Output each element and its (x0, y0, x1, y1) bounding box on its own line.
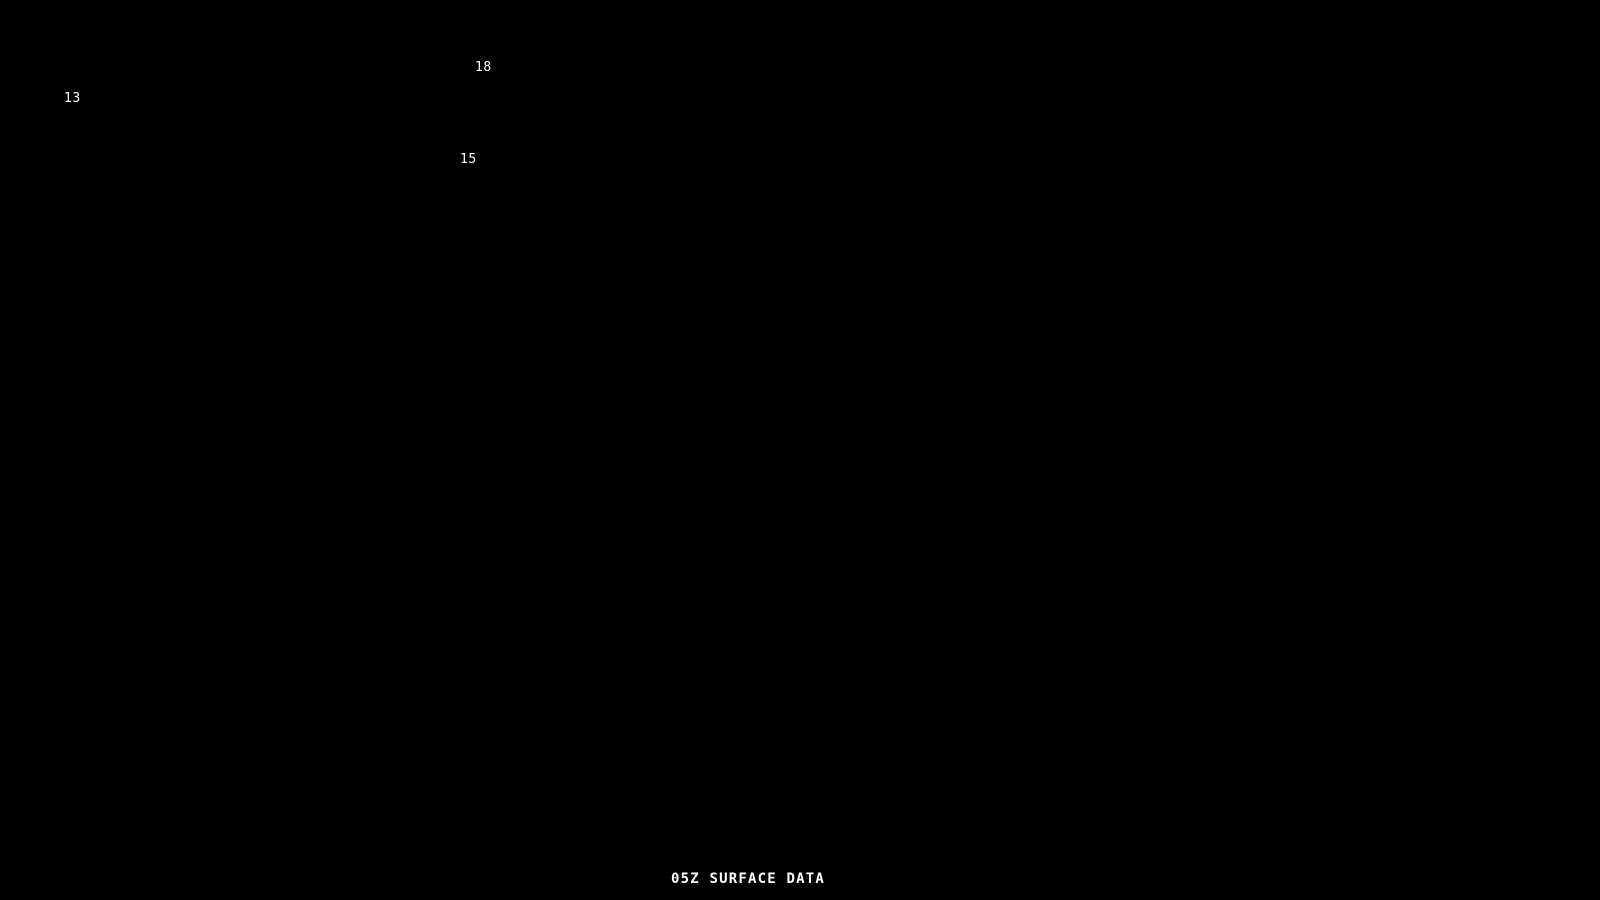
temperature-value: 13 (64, 91, 81, 106)
map-caption: 05Z SURFACE DATA (670, 871, 826, 887)
temperature-value: 15 (460, 152, 477, 167)
station-observation-3 (460, 153, 477, 166)
temperature-value: 18 (475, 60, 492, 75)
station-observation-1 (475, 61, 492, 74)
station-observation-2 (64, 92, 81, 105)
